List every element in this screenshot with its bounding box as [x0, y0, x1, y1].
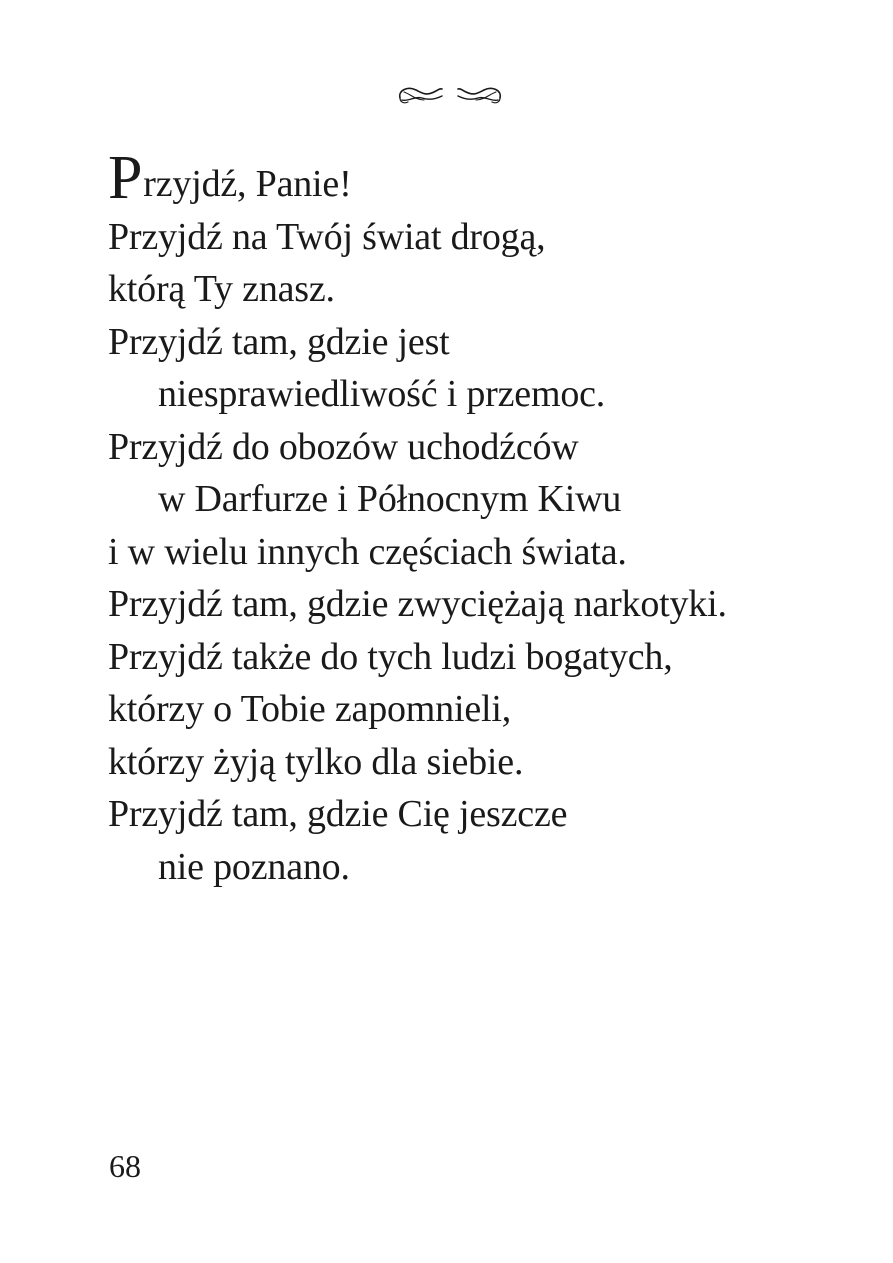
poem-line: Przyjdź tam, gdzie zwyciężają narkotyki.	[108, 583, 727, 625]
poem-line: którzy o Tobie zapomnieli,	[108, 688, 512, 730]
poem-line: Przyjdź tam, gdzie Cię jeszcze	[108, 793, 568, 835]
poem-line: Przyjdź do obozów uchodźców	[108, 425, 579, 468]
poem-text	[108, 144, 878, 893]
poem-line: którzy żyją tylko dla siebie.	[108, 740, 524, 783]
poem-line: Przyjdź na Twój świat drogą,	[108, 215, 546, 258]
drop-cap: P	[108, 144, 143, 212]
poem-line: w Darfurze i Północnym Kiwu	[158, 478, 622, 520]
page-number: 68	[109, 1148, 141, 1184]
poem-line: którą Ty znasz.	[108, 268, 335, 310]
poem-line: Przyjdź tam, gdzie jest	[108, 320, 450, 363]
poem-lines	[108, 211, 878, 894]
poem-line: niesprawiedliwość i przemoc.	[158, 373, 606, 415]
poem-line: i w wielu innych częściach świata.	[108, 530, 627, 573]
swirl-ornament-icon	[394, 80, 506, 110]
poem-line: Przyjdź także do tych ludzi bogatych,	[108, 635, 673, 678]
poem-line: nie poznano.	[158, 845, 350, 888]
poem-first-line	[108, 144, 878, 212]
poem-first-line-rest: rzyjdź, Panie!	[143, 163, 352, 205]
